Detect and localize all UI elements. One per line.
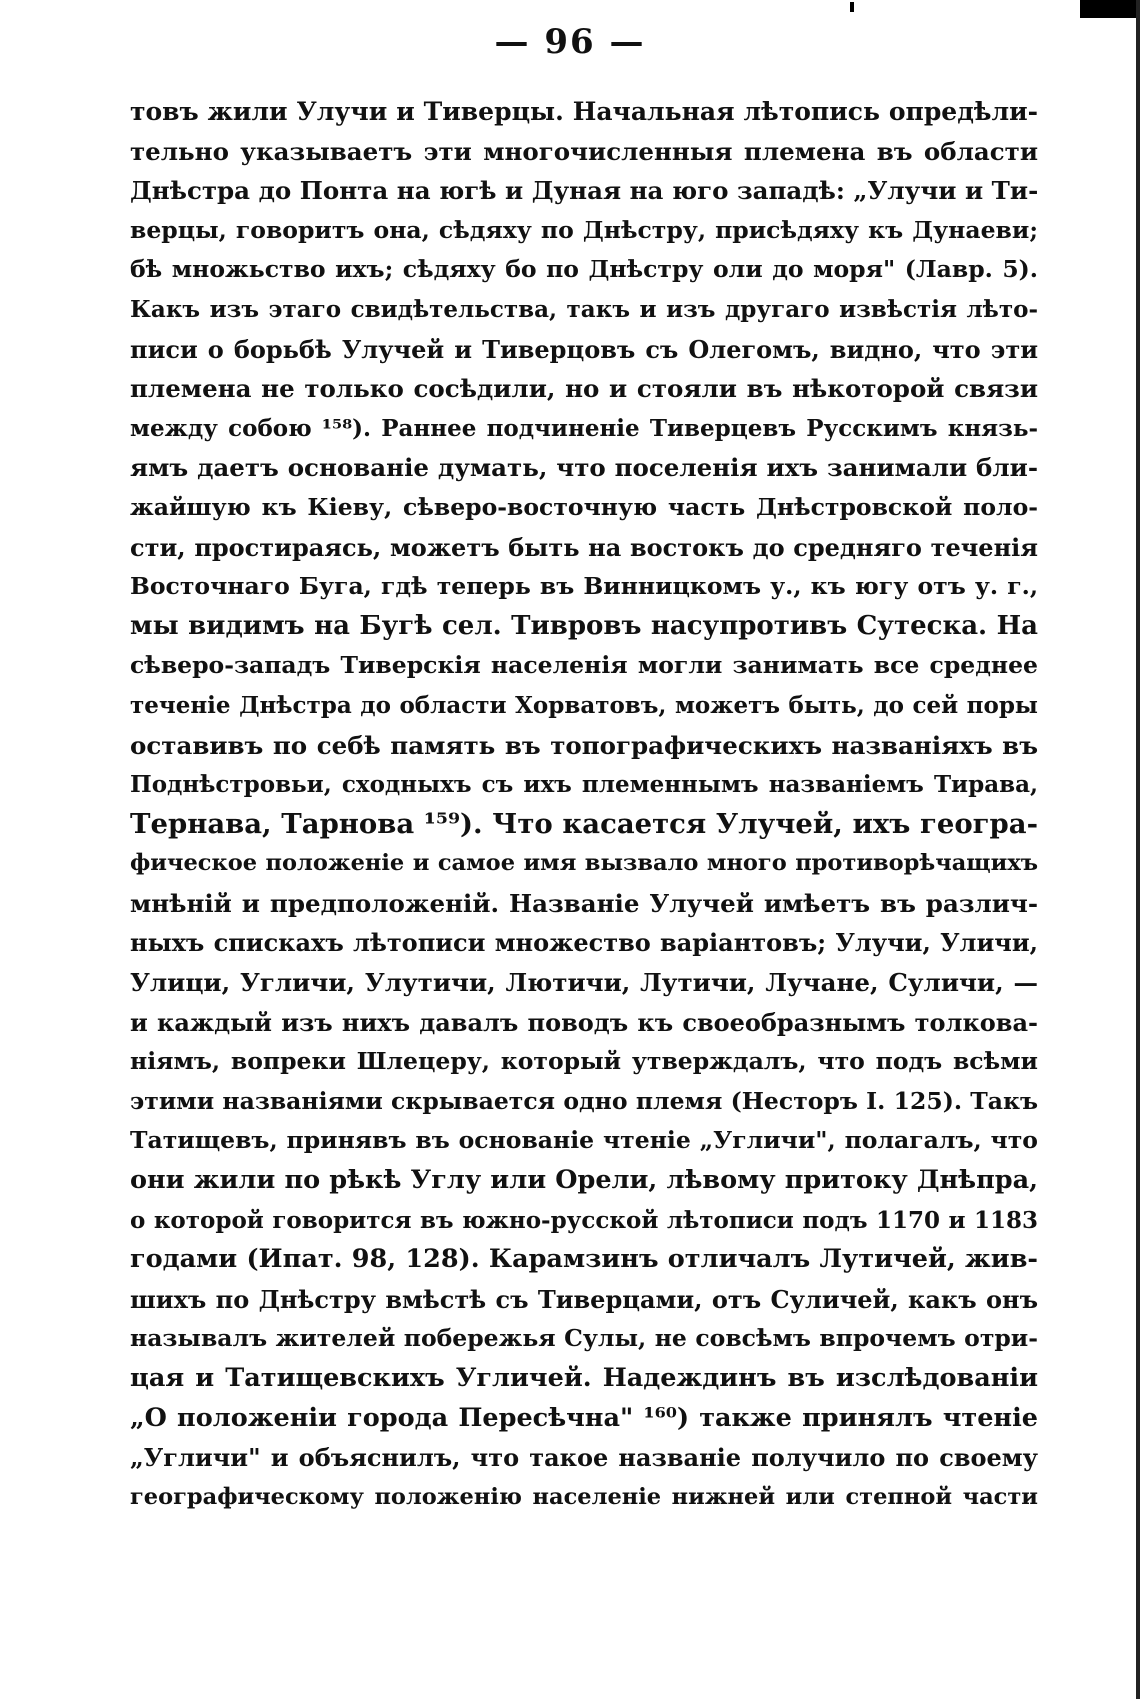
text-line: теченіе Днѣстра до области Хорватовъ, можетъ быть, до сей поры [130, 691, 1038, 719]
text-line: цая и Татищевскихъ Угличей. Надеждинъ въ изслѣдованіи [130, 1363, 1038, 1393]
text-line: Поднѣстровьи, сходныхъ съ ихъ племеннымъ названіемъ Тирава, [130, 771, 1038, 799]
text-line: географическому положенію населеніе нижней или степной части [130, 1483, 1038, 1510]
text-line: мы видимъ на Бугѣ сел. Тивровъ насупротивъ Сутеска. На [130, 610, 1038, 641]
text-line: между собою ¹⁵⁸). Раннее подчиненіе Тиверцевъ Русскимъ князь- [130, 414, 1038, 442]
text-line: ямъ даетъ основаніе думать, что поселенія ихъ занимали бли- [130, 453, 1038, 483]
text-line: о которой говорится въ южно-русской лѣтописи подъ 1170 и 1183 [130, 1206, 1038, 1234]
text-line: сти, простираясь, можетъ быть на востокъ до средняго теченія [130, 532, 1038, 562]
text-line: Восточнаго Буга, гдѣ теперь въ Винницкомъ у., къ югу отъ у. г., [130, 572, 1038, 601]
text-line: Днѣстра до Понта на югѣ и Дуная на юго западѣ: „Улучи и Ти- [130, 176, 1038, 206]
text-line: и каждый изъ нихъ давалъ поводъ къ своеобразнымъ толкова- [130, 1007, 1038, 1037]
text-line: тельно указываетъ эти многочисленныя племена въ области [130, 136, 1038, 166]
text-line: товъ жили Улучи и Тиверцы. Начальная лѣтопись опредѣли- [130, 97, 1038, 126]
text-line: „О положеніи города Пересѣчна" ¹⁶⁰) также принялъ чтеніе [130, 1402, 1038, 1433]
text-line: Какъ изъ этаго свидѣтельства, такъ и изъ другаго извѣстія лѣто- [130, 295, 1038, 323]
text-line: верцы, говоритъ она, сѣдяху по Днѣстру, присѣдяху къ Дунаеви; [130, 215, 1038, 244]
text-line: писи о борьбѣ Улучей и Тиверцовъ съ Олегомъ, видно, что эти [130, 334, 1038, 364]
text-line: ніямъ, вопреки Шлецеру, который утверждалъ, что подъ всѣми [130, 1047, 1038, 1076]
text-line: фическое положеніе и самое имя вызвало много противорѣчащихъ [130, 850, 1038, 877]
text-line: они жили по рѣкѣ Углу или Орели, лѣвому притоку Днѣпра, [130, 1165, 1038, 1196]
text-line: годами (Ипат. 98, 128). Карамзинъ отличалъ Лутичей, жив- [130, 1244, 1038, 1275]
scan-corner-mark [1080, 0, 1140, 18]
text-line: называлъ жителей побережья Сулы, не совсѣмъ впрочемъ отри- [130, 1324, 1038, 1353]
text-line: мнѣній и предположеній. Названіе Улучей имѣетъ въ различ- [130, 888, 1038, 918]
text-line: бѣ множьство ихъ; сѣдяху бо по Днѣстру оли до моря" (Лавр. 5). [130, 255, 1038, 284]
text-line: жайшую къ Кіеву, сѣверо-восточную часть Днѣстровской поло- [130, 492, 1038, 521]
text-line: оставивъ по себѣ память въ топографическихъ названіяхъ въ [130, 730, 1038, 760]
text-line: „Угличи" и объяснилъ, что такое названіе получило по своему [130, 1443, 1038, 1473]
text-line: Улици, Угличи, Улутичи, Лютичи, Лутичи, Лучане, Суличи, — [130, 968, 1038, 998]
text-line: ныхъ спискахъ лѣтописи множество варіантовъ; Улучи, Уличи, [130, 928, 1038, 958]
page-number: — 96 — [494, 22, 646, 62]
body-text [130, 92, 1038, 1517]
text-line: Татищевъ, принявъ въ основаніе чтеніе „Угличи", полагалъ, что [130, 1126, 1038, 1155]
text-line: племена не только сосѣдили, но и стояли въ нѣкоторой связи [130, 374, 1038, 404]
text-line: этими названіями скрывается одно племя (Несторъ I. 125). Такъ [130, 1086, 1038, 1115]
scan-right-edge [1136, 0, 1140, 1699]
scan-speck [850, 2, 854, 12]
text-line: Тернава, Тарнова ¹⁵⁹). Что касается Улучей, ихъ геогра- [130, 807, 1038, 840]
text-line: сѣверо-западъ Тиверскія населенія могли занимать все среднее [130, 651, 1038, 680]
text-line: шихъ по Днѣстру вмѣстѣ съ Тиверцами, отъ Суличей, какъ онъ [130, 1284, 1038, 1314]
